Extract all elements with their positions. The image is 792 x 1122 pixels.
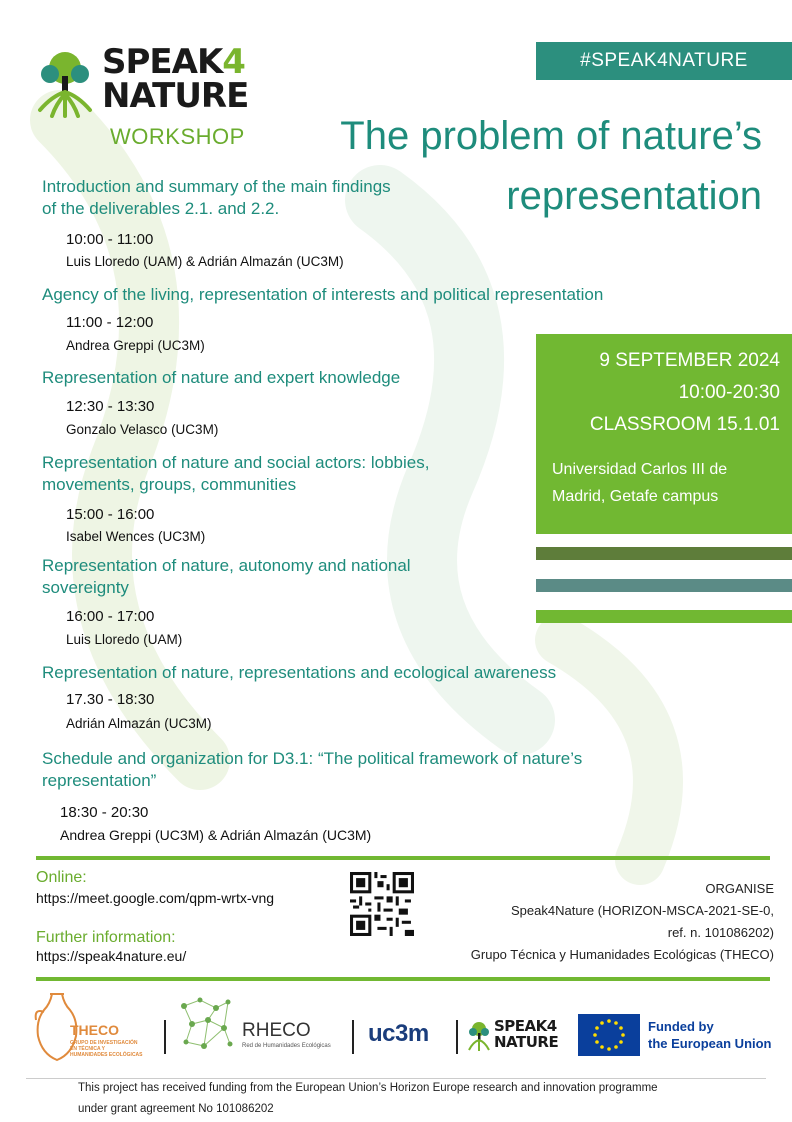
session-5-time: 16:00 - 17:00 xyxy=(66,608,155,625)
decor-bar-2 xyxy=(536,579,792,592)
eu-funding-text: Funded by the European Union xyxy=(648,1019,772,1051)
logo-separator xyxy=(352,1020,354,1054)
title-line-1: The problem of nature’s xyxy=(340,114,762,158)
s4n-small-text: SPEAK4 NATURE xyxy=(494,1017,559,1051)
session-3-speaker: Gonzalo Velasco (UC3M) xyxy=(66,422,219,437)
session-3-title: Representation of nature and expert knowledge xyxy=(42,368,401,387)
logo-word-speak: SPEAK4 xyxy=(102,42,245,82)
event-date: 9 SEPTEMBER 2024 xyxy=(599,350,780,371)
logo-separator xyxy=(456,1020,458,1054)
session-5-title: Representation of nature, autonomy and national sovereignty xyxy=(42,556,411,597)
partner-logos xyxy=(30,990,790,1066)
hashtag-badge: #SPEAK4NATURE xyxy=(536,42,792,80)
rheco-subtitle: Red de Humanidades Ecológicas xyxy=(242,1043,331,1049)
logo-word-nature: NATURE xyxy=(102,76,249,116)
event-place: Universidad Carlos III de Madrid, Getafe campus xyxy=(552,461,728,505)
rheco-logo xyxy=(178,996,358,1062)
decor-bar-1 xyxy=(536,547,792,560)
uc3m-logo: uc3m xyxy=(368,1020,429,1047)
session-1-speaker: Luis Lloredo (UAM) & Adrián Almazán (UC3M) xyxy=(66,254,344,269)
session-6-speaker: Adrián Almazán (UC3M) xyxy=(66,716,212,731)
online-label: Online: xyxy=(36,869,87,886)
session-4-time: 15:00 - 16:00 xyxy=(66,506,155,523)
eu-flag-icon xyxy=(578,1014,640,1056)
theco-logo xyxy=(30,990,160,1066)
funding-disclaimer: This project has received funding from the European Union’s Horizon Europe research and innovation programme under grant agreement No 101086202 xyxy=(78,1082,658,1115)
session-2-speaker: Andrea Greppi (UC3M) xyxy=(66,338,205,353)
session-6-time: 17.30 - 18:30 xyxy=(66,691,155,708)
network-icon xyxy=(178,996,236,1054)
info-link[interactable]: https://speak4nature.eu/ xyxy=(36,948,187,964)
organisers: ORGANISE Speak4Nature (HORIZON-MSCA-2021-SE-0, ref. n. 101086202) Grupo Técnica y Humanidades Ecológicas (THECO) xyxy=(394,878,774,966)
session-4-title: Representation of nature and social actors: lobbies, movements, groups, communities xyxy=(42,453,430,494)
logo-separator xyxy=(164,1020,166,1054)
organise-title: ORGANISE xyxy=(705,881,774,896)
online-link[interactable]: https://meet.google.com/qpm-wrtx-vng xyxy=(36,890,275,906)
session-2-title: Agency of the living, representation of interests and political representation xyxy=(42,285,604,304)
session-1-time: 10:00 - 11:00 xyxy=(66,231,154,248)
info-label: Further information: xyxy=(36,929,176,946)
title-line-2: representation xyxy=(506,174,762,218)
session-4-speaker: Isabel Wences (UC3M) xyxy=(66,529,206,544)
session-7-speaker: Andrea Greppi (UC3M) & Adrián Almazán (UC3M) xyxy=(60,827,372,843)
session-5-speaker: Luis Lloredo (UAM) xyxy=(66,632,183,647)
footer-rule-top xyxy=(36,856,770,860)
decor-bar-3 xyxy=(536,610,792,623)
event-hours: 10:00-20:30 xyxy=(678,382,780,403)
theco-subtitle: GRUPO DE INVESTIGACIÓN EN TÉCNICA Y HUMANIDADES ECOLÓGICAS xyxy=(70,1040,143,1058)
rheco-name: RHECO xyxy=(242,1020,311,1041)
theco-name: THECO xyxy=(70,1022,119,1038)
session-3-time: 12:30 - 13:30 xyxy=(66,398,155,415)
event-room: CLASSROOM 15.1.01 xyxy=(589,414,780,435)
tree-roots-icon xyxy=(466,1020,492,1052)
footer-rule-bottom xyxy=(36,977,770,981)
event-info-box xyxy=(536,334,792,534)
session-7-time: 18:30 - 20:30 xyxy=(60,804,149,821)
workshop-label: WORKSHOP xyxy=(110,124,245,149)
speak4nature-small-logo xyxy=(466,1018,576,1058)
session-6-title: Representation of nature, representations and ecological awareness xyxy=(42,663,557,682)
session-2-time: 11:00 - 12:00 xyxy=(66,314,154,331)
session-7-title: Schedule and organization for D3.1: “The political framework of nature’s representation” xyxy=(42,749,583,790)
tree-roots-icon xyxy=(32,48,98,118)
session-1-title: Introduction and summary of the main findings of the deliverables 2.1. and 2.2. xyxy=(42,177,391,218)
